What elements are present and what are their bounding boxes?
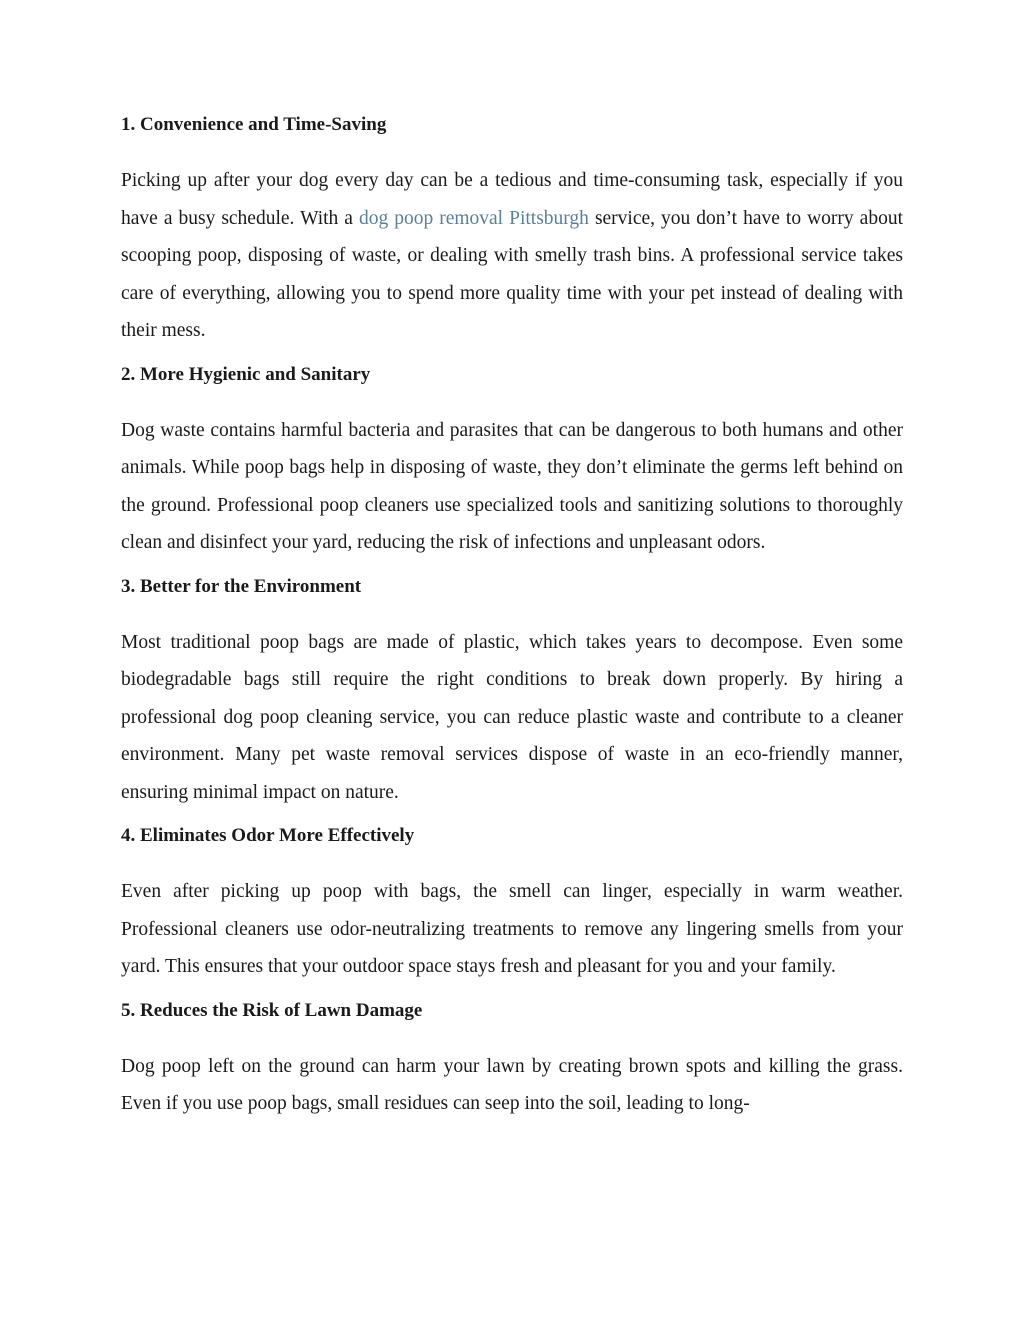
section-heading: 3. Better for the Environment [121,575,362,597]
section-lawn-damage [121,998,903,1123]
section-paragraph: Dog waste contains harmful bacteria and parasites that can be dangerous to both humans and other animals. While poop bags help in disposing of waste, they don’t eliminate the germs left behind on the ground. Professional poop cleaners use specialized tools and sanitizing solutions to thoroughly clean and disinfect your yard, reducing the risk of infections and unpleasant odors. [121,419,903,553]
section-paragraph: Even after picking up poop with bags, the smell can linger, especially in warm weather. Professional cleaners use odor-neutralizing treatments to remove any lingering smells from your yard. This ensures that your outdoor space stays fresh and pleasant for you and your family. [121,881,903,977]
section-paragraph: Most traditional poop bags are made of plastic, which takes years to decompose. Even some biodegradable bags still require the right conditions to break down properly. By hiring a professional dog poop cleaning service, you can reduce plastic waste and contribute to a cleaner environment. Many pet waste removal services dispose of waste in an eco-friendly manner, ensuring minimal impact on nature. [121,631,903,803]
section-heading: 2. More Hygienic and Sanitary [121,363,371,385]
section-environment [121,574,903,812]
paragraph-text: Picking up after your dog every day can be a tedious and time-consuming task, especially if you have a busy schedule. With a [121,170,903,229]
paragraph-text: service, you don’t have to worry about scooping poop, disposing of waste, or dealing with smelly trash bins. A professional service takes care of everything, allowing you to spend more quality time with your pet instead of dealing with their mess. [121,207,903,341]
section-hygienic [121,362,903,562]
section-heading: 1. Convenience and Time-Saving [121,114,387,135]
section-convenience [121,112,903,350]
document-page [121,112,903,1135]
section-paragraph [121,162,903,350]
section-heading: 4. Eliminates Odor More Effectively [121,825,415,846]
pittsburgh-service-link[interactable]: dog poop removal Pittsburgh [358,207,589,229]
section-odor [121,823,903,986]
section-paragraph: Dog poop left on the ground can harm your lawn by creating brown spots and killing the grass. Even if you use poop bags, small residues can seep into the soil, leading to long- [121,1055,903,1114]
section-heading: 5. Reduces the Risk of Lawn Damage [121,999,423,1021]
